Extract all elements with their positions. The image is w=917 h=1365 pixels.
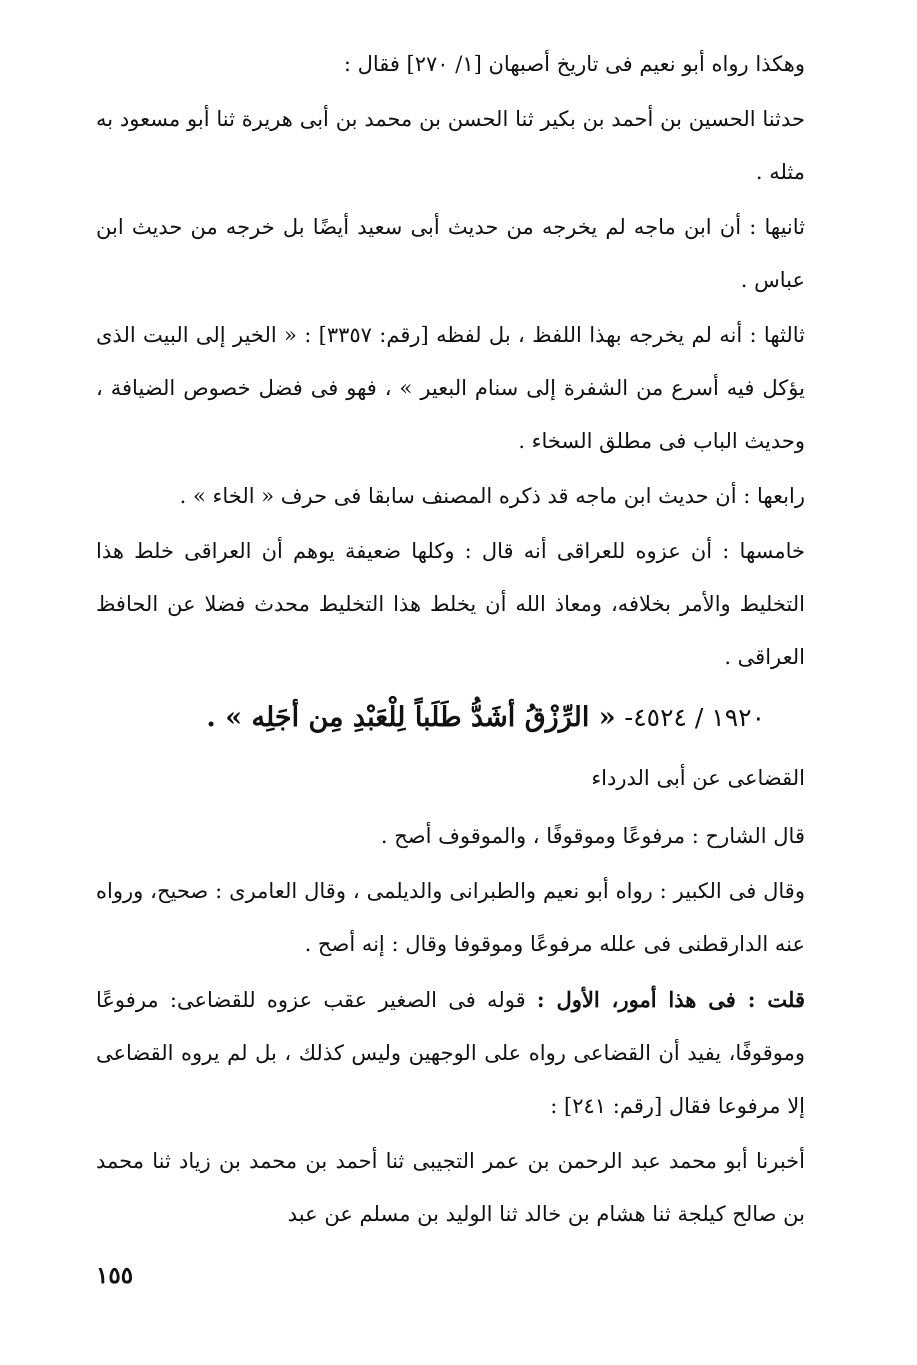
paragraph-1: وهكذا رواه أبو نعيم فى تاريخ أصبهان [١/ ٢٧٠] فقال : (343, 52, 805, 76)
paragraph-9-lead: قلت : فى هذا أمور، الأول : (536, 987, 805, 1012)
paragraph-9-body: قوله فى الصغير عقب عزوه للقضاعى: مرفوعًا وموقوفًا، يفيد أن القضاعى رواه على الوجهين وليس كذلك ، بل لم يروه القضاعى إلا مرفوعا فقال [رقم: ٢٤١] : (96, 988, 805, 1118)
paragraph-3: ثانيها : أن ابن ماجه لم يخرجه من حديث أبى سعيد أيضًا بل خرجه من حديث ابن عباس . (96, 215, 805, 292)
paragraph-10: أخبرنا أبو محمد عبد الرحمن بن عمر التجيبى ثنا أحمد بن محمد بن زياد ثنا محمد بن صالح كيلجة ثنا هشام بن خالد ثنا الوليد بن مسلم عن عبد (96, 1149, 805, 1226)
hadith-number: ١٩٢٠ / ٤٥٢٤- (624, 703, 765, 732)
paragraph-2: حدثنا الحسين بن أحمد بن بكير ثنا الحسن بن محمد بن أبى هريرة ثنا أبو مسعود به مثله . (96, 107, 805, 184)
paragraph-9 (96, 973, 805, 1133)
paragraph-6: خامسها : أن عزوه للعراقى أنه قال : وكلها ضعيفة يوهم أن العراقى خلط هذا التخليط والأمر بخلافه، ومعاذ الله أن يخلط هذا التخليط محدث فضلا عن الحافظ العراقى . (96, 539, 805, 669)
hadith-heading (96, 686, 805, 750)
paragraph-5: رابعها : أن حديث ابن ماجه قد ذكره المصنف سابقا فى حرف « الخاء » . (179, 484, 805, 508)
paragraph-4: ثالثها : أنه لم يخرجه بهذا اللفظ ، بل لفظه [رقم: ٣٣٥٧] : « الخير إلى البيت الذى يؤكل فيه أسرع من الشفرة إلى سنام البعير » ، فهو فى فضل خصوص الضيافة ، وحديث الباب فى مطلق السخاء . (96, 323, 805, 453)
hadith-source: القضاعى عن أبى الدرداء (591, 766, 805, 790)
hadith-text: « الرِّزْقُ أشَدُّ طَلَباً لِلْعَبْدِ مِن أجَلِه » . (206, 702, 616, 733)
paragraph-7: قال الشارح : مرفوعًا وموقوفًا ، والموقوف أصح . (380, 824, 805, 848)
page-number: ١٥٥ (96, 1262, 134, 1289)
paragraph-8: وقال فى الكبير : رواه أبو نعيم والطبرانى والديلمى ، وقال العامرى : صحيح، ورواه عنه الدارقطنى فى علله مرفوعًا وموقوفا وقال : إنه أصح . (96, 879, 805, 956)
page-body (96, 38, 805, 1305)
